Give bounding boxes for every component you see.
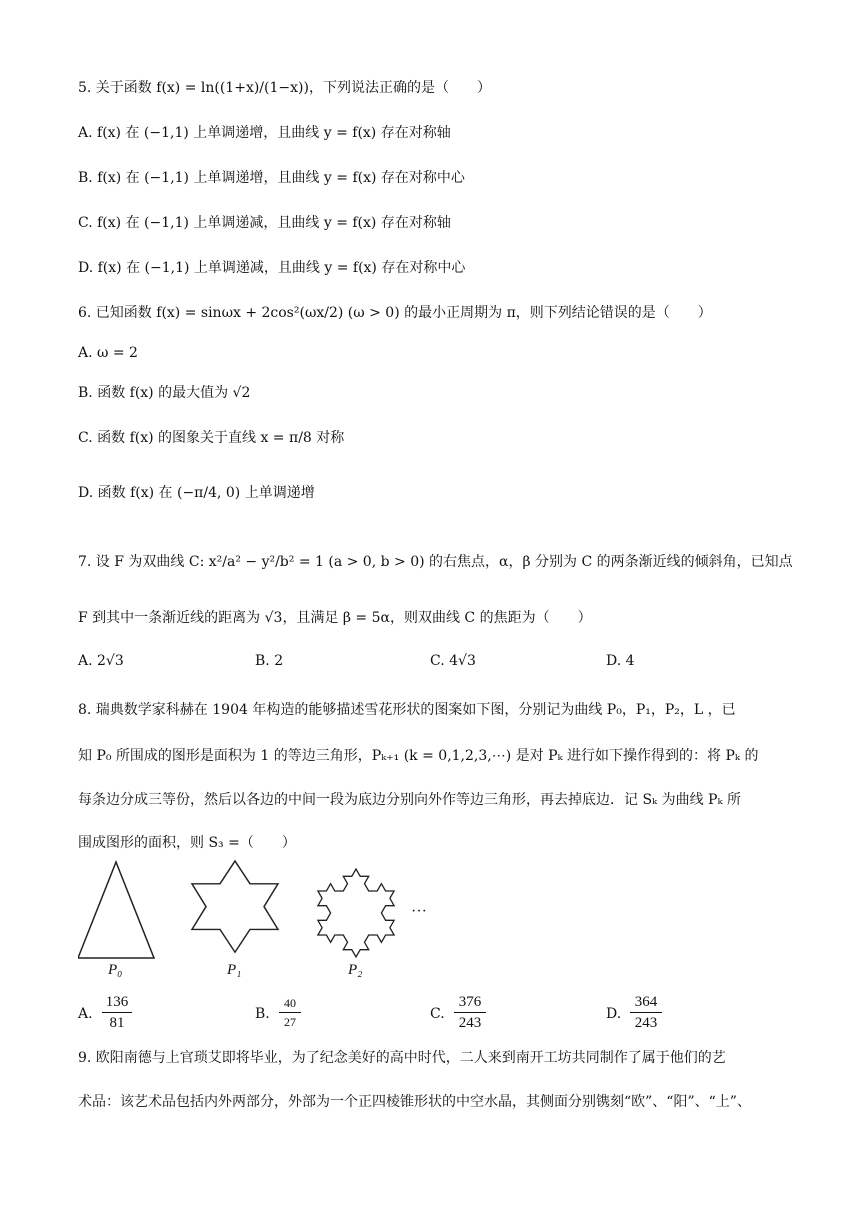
q8-option-d-letter: D. [606,1006,622,1022]
q8-option-d-numerator: 364 [630,992,662,1013]
q9-stem-line2: 术品：该艺术品包括内外两部分，外部为一个正四棱锥形状的中空水晶，其侧面分别镌刻“欧”、“阳”、“上”、 [78,1094,751,1110]
q5-option-a: A. f(x) 在 (−1,1) 上单调递增，且曲线 y = f(x) 存在对称轴 [78,125,451,141]
q8-option-d-fraction [630,992,662,1033]
q5-stem: 5. 关于函数 f(x) = ln((1+x)/(1−x))，下列说法正确的是（ ） [78,80,491,96]
q8-option-b-numerator: 40 [279,994,301,1013]
p0-triangle [78,862,154,958]
q8-stem-line2: 知 P₀ 所围成的图形是面积为 1 的等边三角形，Pₖ₊₁ (k = 0,1,2,3,⋯) 是对 Pₖ 进行如下操作得到的：将 Pₖ 的 [78,748,759,764]
q8-option-c-letter: C. [430,1006,445,1022]
q5-option-b: B. f(x) 在 (−1,1) 上单调递增，且曲线 y = f(x) 存在对称中心 [78,170,465,186]
q8-option-b-fraction [279,994,301,1031]
q8-stem-line1: 8. 瑞典数学家科赫在 1904 年构造的能够描述雪花形状的图案如下图，分别记为曲线 P₀，P₁，P₂，L ，已 [78,702,736,718]
label-p1: P₁ [227,962,242,978]
q8-option-a-fraction [102,992,132,1033]
q7-stem-line1: 7. 设 F 为双曲线 C: x²/a² − y²/b² = 1 (a > 0, b > 0) 的右焦点，α，β 分别为 C 的两条渐近线的倾斜角，已知点 [78,554,793,570]
q8-stem-line4: 围成图形的面积，则 S₃ =（ ） [78,835,296,851]
q5-option-c: C. f(x) 在 (−1,1) 上单调递减，且曲线 y = f(x) 存在对称轴 [78,215,451,231]
q8-stem-line3: 每条边分成三等份，然后以各边的中间一段为底边分别向外作等边三角形，再去掉底边．记 Sₖ 为曲线 Pₖ 所 [78,792,742,808]
q8-option-a-numerator: 136 [102,992,132,1013]
q6-option-b: B. 函数 f(x) 的最大值为 √2 [78,385,251,401]
q7-option-d: D. 4 [606,653,635,669]
q9-stem-line1: 9. 欧阳南德与上官琐艾即将毕业，为了纪念美好的高中时代，二人来到南开工坊共同制作了属于他们的艺 [78,1050,726,1066]
q8-option-b-denominator: 27 [284,1015,296,1029]
label-p2: P₂ [348,962,363,978]
p2-snowflake [318,869,394,957]
p1-star [192,861,278,952]
q8-option-c-fraction [454,992,486,1033]
q7-option-b: B. 2 [255,653,284,669]
q8-option-a-denominator: 81 [109,1015,125,1031]
label-p0: P₀ [108,962,123,978]
q5-option-d: D. f(x) 在 (−1,1) 上单调递减，且曲线 y = f(x) 存在对称中心 [78,260,466,276]
q6-option-c: C. 函数 f(x) 的图象关于直线 x = π/8 对称 [78,430,345,446]
koch-snowflake-figure [78,858,498,978]
q6-option-a: A. ω = 2 [78,345,138,361]
q8-option-c-numerator: 376 [454,992,486,1013]
q8-option-c-denominator: 243 [458,1015,482,1031]
q7-option-a: A. 2√3 [78,653,124,669]
q8-option-d-denominator: 243 [634,1015,658,1031]
q7-option-c: C. 4√3 [430,653,476,669]
q8-option-b-letter: B. [255,1006,270,1022]
q6-stem: 6. 已知函数 f(x) = sinωx + 2cos²(ωx/2) (ω > 0) 的最小正周期为 π，则下列结论错误的是（ ） [78,305,712,321]
figure-ellipsis: ··· [411,903,427,920]
q6-option-d: D. 函数 f(x) 在 (−π/4, 0) 上单调递增 [78,485,315,501]
q7-stem-line2: F 到其中一条渐近线的距离为 √3，且满足 β = 5α，则双曲线 C 的焦距为（ ） [78,610,592,626]
q8-option-a-letter: A. [78,1006,93,1022]
